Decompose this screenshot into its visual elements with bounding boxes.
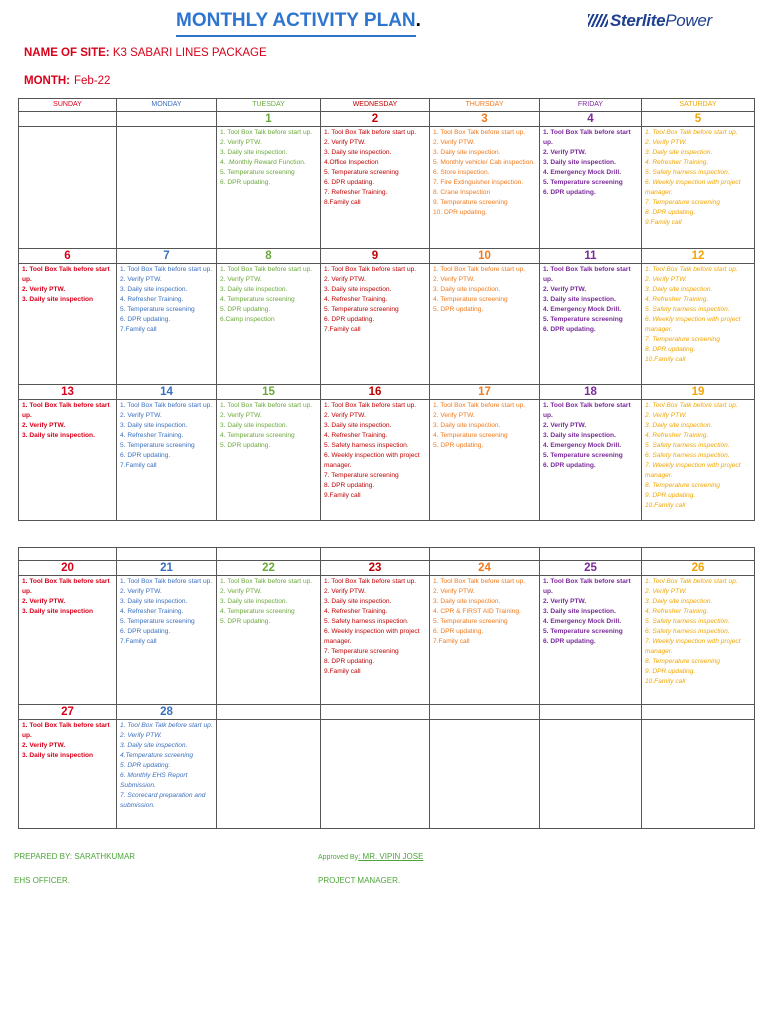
date-number — [430, 705, 540, 720]
day-cell — [430, 127, 540, 249]
day-activities: 1. Tool Box Talk before start up. 2. Verify PTW. 3. Daily site inspection. 4. Refresher Training. 5. Safety harness inspection. 6. Weekly inspection with project manager. 7. Temperature screening 8. DPR updating. 9.Family call — [324, 402, 420, 499]
day-header-sun: SUNDAY — [19, 99, 117, 112]
day-activities: 1. Tool Box Talk before start up. 2. Verify PTW. 3. Daily site inspection. 4. Refresher Training. 5. Safety harness inspection. 6. Weekly inspection with project manager. 7. Temperature screening 8. DPR updating. 9.Family call — [324, 578, 420, 675]
blank-header-cell — [321, 548, 430, 561]
day-cell — [321, 264, 430, 385]
day-cell — [642, 127, 755, 249]
day-cell — [217, 264, 321, 385]
day-activities — [642, 720, 754, 721]
day-activities — [430, 720, 539, 721]
prepared-by: PREPARED BY: SARATHKUMAR — [14, 852, 136, 861]
day-cell — [217, 127, 321, 249]
title-underline — [176, 35, 416, 37]
day-activities: 1. Tool Box Talk before start up. 2. Verify PTW. 3. Daily site inspection. 4. .Monthly Reward Function. 5. Temperature screening 6. DPR updating. — [220, 129, 313, 186]
day-activities: 1. Tool Box Talk before start up. 2. Verify PTW. 3. Daily site inspection. 4. Emergency Mock Drill. 5. Temperature screening 6. DPR updating. — [543, 578, 631, 645]
date-number: 2 — [321, 112, 430, 127]
date-number: 12 — [642, 249, 755, 264]
calendar-table-part1 — [18, 98, 755, 521]
day-activities — [117, 127, 216, 128]
day-activities: 1. Tool Box Talk before start up. 2. Verify PTW. 3. Daily site inspection — [22, 266, 110, 303]
date-number: 6 — [19, 249, 117, 264]
company-logo: SterlitePower — [588, 11, 712, 31]
day-activities: 1. Tool Box Talk before start up. 2. Verify PTW. 3. Daily site inspection. 4. Refresher Training. 5. Temperature screening 6. DPR updating. 7.Family call — [120, 266, 213, 333]
day-cell — [430, 576, 540, 705]
day-cell — [19, 576, 117, 705]
date-number: 25 — [540, 561, 642, 576]
page-title: MONTHLY ACTIVITY PLAN. — [176, 10, 421, 31]
day-cell — [217, 400, 321, 521]
date-number: 18 — [540, 385, 642, 400]
date-number: 17 — [430, 385, 540, 400]
date-number: 13 — [19, 385, 117, 400]
day-cell — [430, 264, 540, 385]
date-number: 28 — [117, 705, 217, 720]
prepared-role: EHS OFFICER. — [14, 876, 71, 885]
day-activities — [321, 720, 429, 721]
day-activities: 1. Tool Box Talk before start up. 2. Verify PTW. 3. Daily site inspection. 4. Refresher Training. 5. Safety harness inspection. 6. Weekly inspection with project manager. 7. Temperature screening 8. DPR updating. 10.Family call — [645, 266, 741, 363]
day-activities: 1. Tool Box Talk before start up. 2. Verify PTW. 3. Daily site inspection. 4. Temperature screening 5. DPR updating. — [433, 266, 526, 313]
date-number — [642, 705, 755, 720]
date-number: 19 — [642, 385, 755, 400]
date-number: 4 — [540, 112, 642, 127]
approved-role: PROJECT MANAGER. — [318, 876, 401, 885]
blank-header-cell — [642, 548, 755, 561]
date-number: 26 — [642, 561, 755, 576]
date-number: 22 — [217, 561, 321, 576]
date-number: 24 — [430, 561, 540, 576]
day-activities: 1. Tool Box Talk before start up. 2. Verify PTW. 3. Daily site inspection. 4. Temperature screening 5. DPR updating. 6.Camp inspection — [220, 266, 313, 323]
day-cell — [217, 576, 321, 705]
day-activities: 1. Tool Box Talk before start up. 2. Verify PTW. 3. Daily site inspection. 4. Refresher Training. 5. Temperature screening 6. DPR updating. 7.Family call — [120, 402, 213, 469]
day-activities: 1. Tool Box Talk before start up. 2. Verify PTW. 3. Daily site inspection. 4. Emergency Mock Drill. 5. Temperature screening 6. DPR updating. — [543, 266, 631, 333]
date-number: 20 — [19, 561, 117, 576]
day-header-wed: WEDNESDAY — [321, 99, 430, 112]
day-cell — [540, 576, 642, 705]
blank-header-cell — [430, 548, 540, 561]
day-activities: 1. Tool Box Talk before start up. 2. Verify PTW. 3. Daily site inspection. 5. Monthly vehicle/ Cab inspection. 6. Store inspection. 7. Fire Extinguisher inspection. 8. Crane Inspection 9. Temperature screening 10. DPR updating. — [433, 129, 535, 216]
day-cell — [19, 127, 117, 249]
day-cell — [321, 127, 430, 249]
approved-by: Approved By: MR. VIPIN JOSE — [318, 852, 424, 861]
day-cell — [540, 264, 642, 385]
day-activities: 1. Tool Box Talk before start up. 2. Verify PTW. 3. Daily site inspection. 4. Temperature screening 5. DPR updating. — [433, 402, 526, 449]
day-cell — [321, 720, 430, 829]
date-number — [540, 705, 642, 720]
day-activities: 1. Tool Box Talk before start up. 2. Verify PTW. 3. Daily site inspection. 4. Refresher Training. 5. Temperature screening 6. DPR updating. 7.Family call — [120, 578, 213, 645]
day-cell — [321, 576, 430, 705]
day-cell — [642, 720, 755, 829]
date-number: 23 — [321, 561, 430, 576]
date-number: 5 — [642, 112, 755, 127]
day-cell — [117, 127, 217, 249]
date-number — [117, 112, 217, 127]
day-header-fri: FRIDAY — [540, 99, 642, 112]
date-number — [19, 112, 117, 127]
date-number: 14 — [117, 385, 217, 400]
day-header-thu: THURSDAY — [430, 99, 540, 112]
calendar-table-part2 — [18, 547, 755, 829]
day-cell — [430, 400, 540, 521]
day-activities: 1. Tool Box Talk before start up. 2. Verify PTW. 3. Daily site inspection. 4.Temperature screening 5. DPR updating. 6. Monthly EHS Report Submission. 7. Scorecard preparation and submission. — [120, 722, 213, 809]
day-cell — [19, 400, 117, 521]
day-activities: 1. Tool Box Talk before start up. 2. Verify PTW. 3. Daily site inspection. 4. Temperature screening 5. DPR updating. — [220, 402, 313, 449]
day-activities: 1. Tool Box Talk before start up. 2. Verify PTW. 3. Daily site inspection. 4. Refresher Training. 5. Safety harness inspection. 6. Safety harness inspection. 7. Weekly inspection with project manager. 8. Temperature screening 9. DPR updating. 10.Family call — [645, 402, 741, 509]
day-activities: 1. Tool Box Talk before start up. 2. Verify PTW. 3. Daily site inspection. 4. Refresher Training. 5. Safety harness inspection. 6. Weekly inspection with project manager. 7. Temperature screening 8. DPR updating. 9.Family call — [645, 129, 741, 226]
day-cell — [642, 576, 755, 705]
blank-header-cell — [19, 548, 117, 561]
day-activities — [540, 720, 641, 721]
date-number: 15 — [217, 385, 321, 400]
day-activities: 1. Tool Box Talk before start up. 2. Verify PTW. 3. Daily site inspection. 4. Emergency Mock Drill. 5. Temperature screening 6. DPR updating. — [543, 402, 631, 469]
day-activities: 1. Tool Box Talk before start up. 2. Verify PTW. 3. Daily site inspection — [22, 722, 110, 759]
logo-stripes-icon — [588, 14, 608, 27]
date-number — [321, 705, 430, 720]
day-activities: 1. Tool Box Talk before start up. 2. Verify PTW. 3. Daily site inspection. 4. Emergency Mock Drill. 5. Temperature screening 6. DPR updating. — [543, 129, 631, 196]
date-number: 27 — [19, 705, 117, 720]
day-activities — [217, 720, 320, 721]
day-activities: 1. Tool Box Talk before start up. 2. Verify PTW. 3. Daily site inspection. 4. Temperature screening 5. DPR updating. — [220, 578, 313, 625]
day-activities — [19, 127, 116, 128]
day-cell — [540, 127, 642, 249]
day-cell — [540, 720, 642, 829]
day-activities: 1. Tool Box Talk before start up. 2. Verify PTW. 3. Daily site inspection. 4. Refresher Training. 5. Safety harness inspection. 6. Safety harness inspection. 7. Weekly inspection with project manager. 8. Temperature screening 9. DPR updating. 10.Family call — [645, 578, 741, 685]
day-cell — [642, 400, 755, 521]
month-line: MONTH: Feb-22 — [24, 75, 111, 87]
date-number: 10 — [430, 249, 540, 264]
day-cell — [117, 576, 217, 705]
date-number: 16 — [321, 385, 430, 400]
day-cell — [19, 264, 117, 385]
date-number: 8 — [217, 249, 321, 264]
day-cell — [117, 720, 217, 829]
day-header-tue: TUESDAY — [217, 99, 321, 112]
date-number: 3 — [430, 112, 540, 127]
day-activities: 1. Tool Box Talk before start up. 2. Verify PTW. 3. Daily site inspection. — [22, 402, 110, 439]
day-activities: 1. Tool Box Talk before start up. 2. Verify PTW. 3. Daily site inspection. 4.Office Inspection 5. Temperature screening 6. DPR updating. 7. Refresher Training. 8.Family call — [324, 129, 417, 206]
day-cell — [321, 400, 430, 521]
day-activities: 1. Tool Box Talk before start up. 2. Verify PTW. 3. Daily site inspection — [22, 578, 110, 615]
day-activities: 1. Tool Box Talk before start up. 2. Verify PTW. 3. Daily site inspection. 4. Refresher Training. 5. Temperature screening 6. DPR updating. 7.Family call — [324, 266, 417, 333]
date-number: 7 — [117, 249, 217, 264]
day-header-mon: MONDAY — [117, 99, 217, 112]
date-number: 11 — [540, 249, 642, 264]
date-number: 21 — [117, 561, 217, 576]
date-number: 9 — [321, 249, 430, 264]
blank-header-cell — [217, 548, 321, 561]
date-number — [217, 705, 321, 720]
date-number: 1 — [217, 112, 321, 127]
day-cell — [117, 400, 217, 521]
site-name: NAME OF SITE: K3 SABARI LINES PACKAGE — [24, 47, 267, 59]
day-cell — [642, 264, 755, 385]
day-header-sat: SATURDAY — [642, 99, 755, 112]
day-activities: 1. Tool Box Talk before start up. 2. Verify PTW. 3. Daily site inspection. 4. CPR & FIRST AID Training. 5. Temperature screening 6. DPR updating. 7.Family call — [433, 578, 526, 645]
day-cell — [217, 720, 321, 829]
day-cell — [19, 720, 117, 829]
blank-header-cell — [117, 548, 217, 561]
blank-header-cell — [540, 548, 642, 561]
day-cell — [430, 720, 540, 829]
day-cell — [540, 400, 642, 521]
day-cell — [117, 264, 217, 385]
